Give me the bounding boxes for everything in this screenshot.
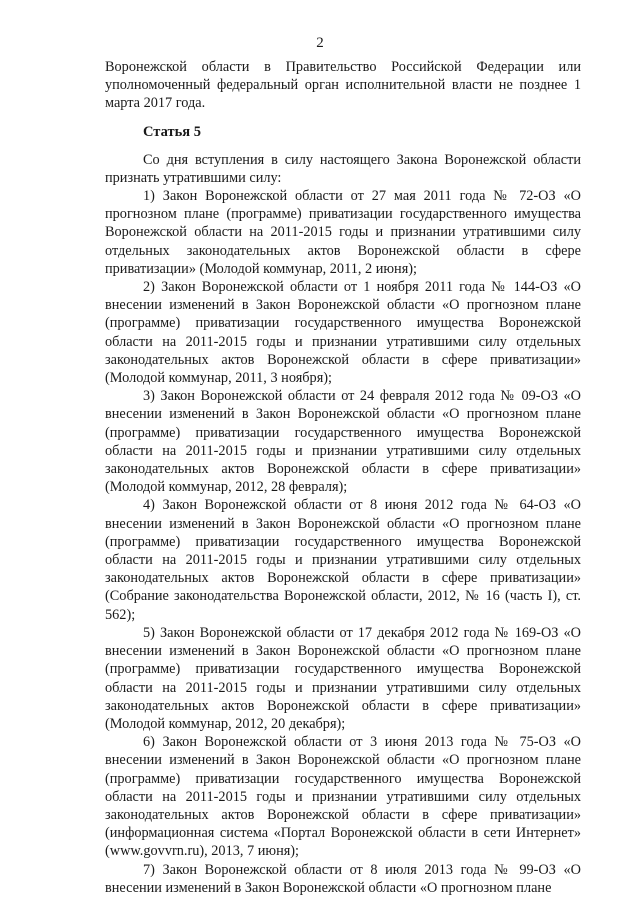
article-item: 5) Закон Воронежской области от 17 декабря 2012 года № 169-ОЗ «О внесении изменений в Закон Воронежской области «О прогнозном плане (программе) приватизации государственного имущества Воронежской области на 2011-2015 годы и признании утратившими силу отдельных законодательных актов Воронежской области в сфере приватизации» (Молодой коммунар, 2012, 20 декабря);	[105, 624, 581, 732]
document-body	[105, 58, 581, 897]
article-item: 2) Закон Воронежской области от 1 ноября 2011 года № 144-ОЗ «О внесении изменений в Закон Воронежской области «О прогнозном плане (программе) приватизации государственного имущества Воронежской области на 2011-2015 годы и признании утратившими силу отдельных законодательных актов Воронежской области в сфере приватизации» (Молодой коммунар, 2011, 3 ноября);	[105, 279, 581, 387]
article-item: 7) Закон Воронежской области от 8 июля 2013 года № 99-ОЗ «О внесении изменений в Закон Воронежской области «О прогнозном плане	[105, 861, 581, 896]
article-item: 1) Закон Воронежской области от 27 мая 2011 года № 72-ОЗ «О прогнозном плане (программе) приватизации государственного имущества Воронежской области на 2011-2015 годы и признании утратившими силу отдельных законодательных актов Воронежской области в сфере приватизации» (Молодой коммунар, 2011, 2 июня);	[105, 188, 581, 277]
article-title: Статья 5	[143, 123, 201, 140]
article-lead: Со дня вступления в силу настоящего Закона Воронежской области признать утратившими силу:	[105, 151, 581, 186]
article-item: 3) Закон Воронежской области от 24 февраля 2012 года № 09-ОЗ «О внесении изменений в Закон Воронежской области «О прогнозном плане (программе) приватизации государственного имущества Воронежской области на 2011-2015 годы и признании утратившими силу отдельных законодательных актов Воронежской области в сфере приватизации» (Молодой коммунар, 2012, 28 февраля);	[105, 388, 581, 496]
article-item: 6) Закон Воронежской области от 3 июня 2013 года № 75-ОЗ «О внесении изменений в Закон Воронежской области «О прогнозном плане (программе) приватизации государственного имущества Воронежской области на 2011-2015 годы и признании утратившими силу отдельных законодательных актов Воронежской области в сфере приватизации» (информационная система «Портал Воронежской области в сети Интернет» (www.govvrn.ru), 2013, 7 июня);	[105, 734, 581, 860]
article-item: 4) Закон Воронежской области от 8 июня 2012 года № 64-ОЗ «О внесении изменений в Закон Воронежской области «О прогнозном плане (программе) приватизации государственного имущества Воронежской области на 2011-2015 годы и признании утратившими силу отдельных законодательных актов Воронежской области в сфере приватизации» (Собрание законодательства Воронежской области, 2012, № 16 (часть I), ст. 562);	[105, 497, 581, 623]
page-number: 2	[316, 35, 324, 51]
intro-paragraph: Воронежской области в Правительство Российской Федерации или уполномоченный федеральный орган исполнительной власти не позднее 1 марта 2017 года.	[105, 59, 581, 112]
